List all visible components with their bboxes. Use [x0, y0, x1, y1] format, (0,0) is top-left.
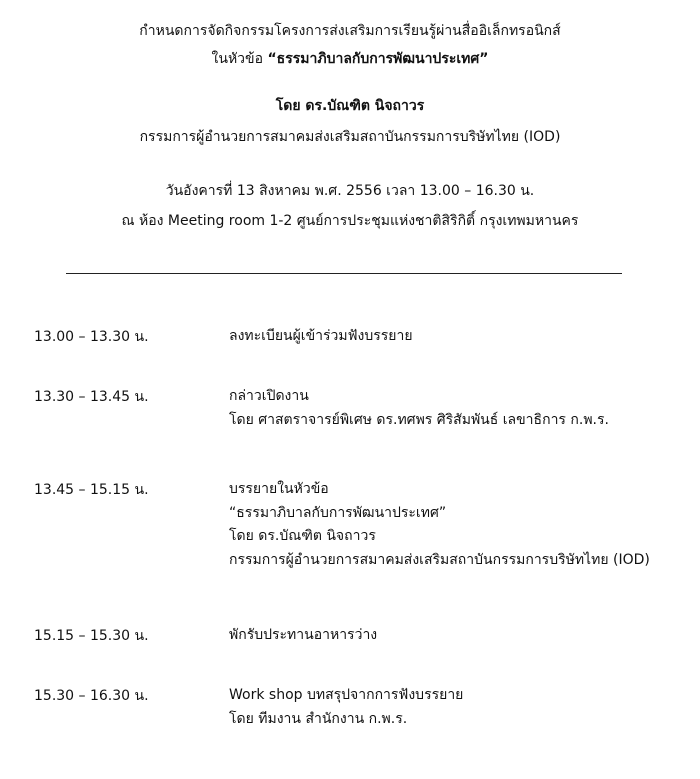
schedule-line: บรรยายในหัวข้อ — [229, 481, 329, 497]
header-venue: ณ ห้อง Meeting room 1-2 ศูนย์การประชุมแห่งชาติสิริกิติ์ กรุงเทพมหานคร — [121, 213, 579, 229]
schedule-time: 15.15 – 15.30 น. — [34, 628, 149, 644]
schedule-line: กล่าวเปิดงาน — [229, 388, 309, 404]
header-speaker: โดย ดร.บัณฑิต นิจถาวร — [275, 98, 425, 114]
header-topic — [0, 49, 700, 69]
schedule-description — [229, 478, 650, 572]
topic-prefix: ในหัวข้อ — [211, 51, 268, 67]
schedule-time: 15.30 – 16.30 น. — [34, 688, 149, 704]
schedule-time: 13.00 – 13.30 น. — [34, 329, 149, 345]
schedule-line: โดย ศาสตราจารย์พิเศษ ดร.ทศพร ศิริสัมพันธ์ เลขาธิการ ก.พ.ร. — [229, 411, 609, 428]
schedule-description — [229, 385, 609, 432]
schedule-line: ลงทะเบียนผู้เข้าร่วมฟังบรรยาย — [229, 328, 413, 344]
schedule-description — [229, 325, 413, 349]
schedule-line: พักรับประทานอาหารว่าง — [229, 627, 378, 643]
schedule-description — [229, 624, 377, 648]
schedule-description — [229, 684, 463, 731]
schedule-line: “ธรรมาภิบาลกับการพัฒนาประเทศ” — [229, 504, 447, 521]
header-speaker-role: กรรมการผู้อำนวยการสมาคมส่งเสริมสถาบันกรรมการบริษัทไทย (IOD) — [139, 129, 561, 145]
divider-line — [66, 273, 622, 274]
schedule-line: โดย ทีมงาน สำนักงาน ก.พ.ร. — [229, 710, 408, 727]
schedule-line: กรรมการผู้อำนวยการสมาคมส่งเสริมสถาบันกรรมการบริษัทไทย (IOD) — [229, 551, 650, 568]
schedule-line: Work shop บทสรุปจากการฟังบรรยาย — [229, 687, 464, 703]
schedule-time: 13.45 – 15.15 น. — [34, 482, 149, 498]
header-title: กำหนดการจัดกิจกรรมโครงการส่งเสริมการเรียนรู้ผ่านสื่ออิเล็กทรอนิกส์ — [139, 23, 561, 39]
topic-title: “ธรรมาภิบาลกับการพัฒนาประเทศ” — [267, 51, 489, 67]
schedule-line: โดย ดร.บัณฑิต นิจถาวร — [229, 528, 376, 544]
header-date-time: วันอังคารที่ 13 สิงหาคม พ.ศ. 2556 เวลา 13.00 – 16.30 น. — [165, 183, 535, 199]
schedule-time: 13.30 – 13.45 น. — [34, 389, 149, 405]
